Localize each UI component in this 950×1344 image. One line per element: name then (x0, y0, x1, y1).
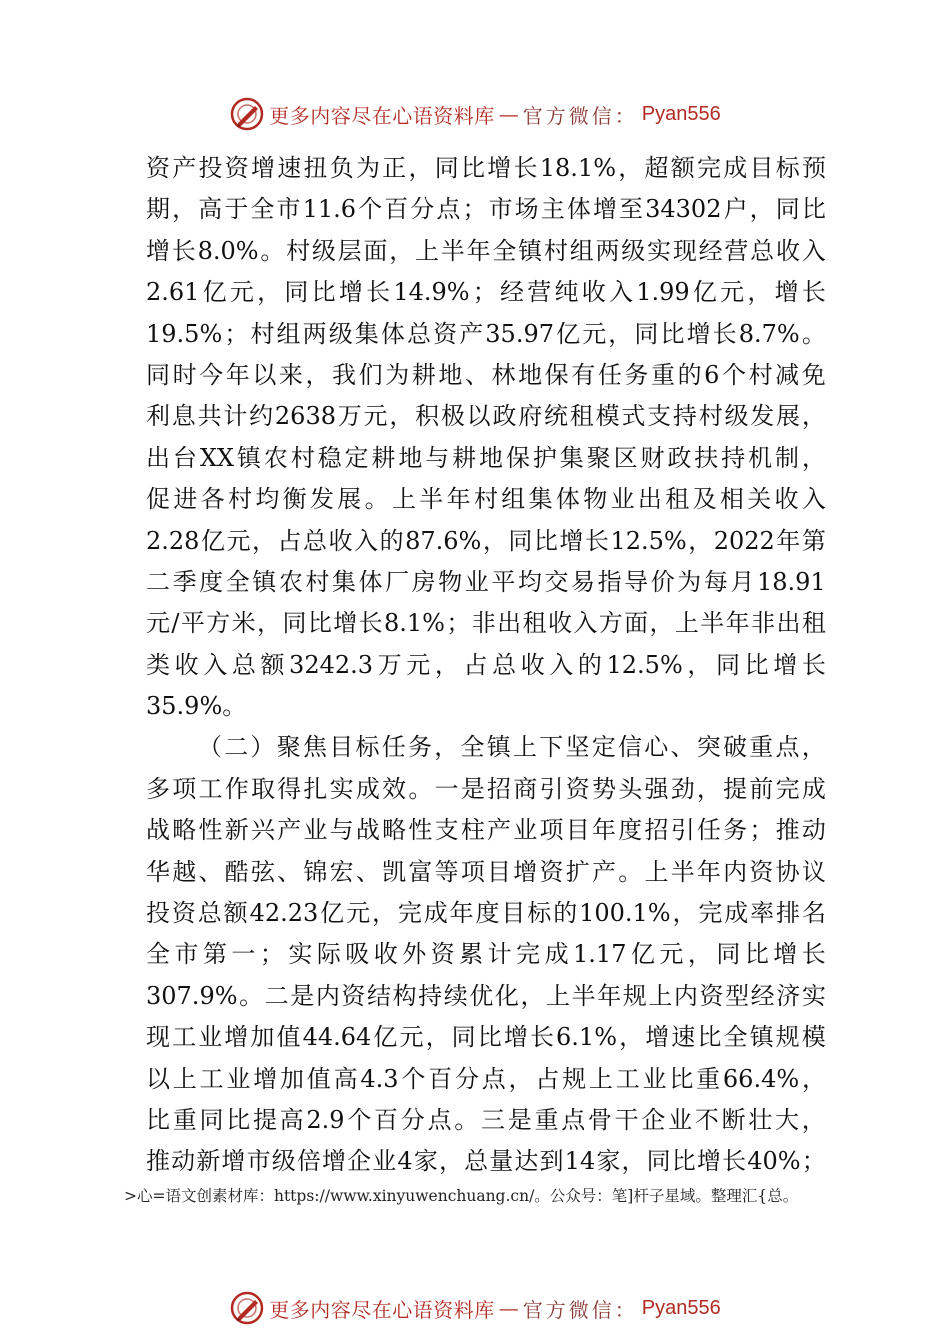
text-line: 战 略 性 新 兴 产 业 与 战 略 性 支 柱 产 业 项 目 年 度 招 引 任 务 ； 推 动 (146, 816, 826, 845)
footer-banner (0, 1288, 950, 1328)
text-line: 以 上 工 业 增 加 值 高 4.3 个 百 分 点 ， 占 规 上 工 业 比 重 66.4% ， (146, 1064, 826, 1093)
text-line: 元 / 平 方 米 ， 同 比 增 长 8.1% ； 非 出 租 收 入 方 面 ， 上 半 年 非 出 租 (146, 609, 826, 638)
header-banner (0, 94, 950, 134)
document-body (146, 148, 826, 1183)
text-line: 二 季 度 全 镇 农 村 集 体 厂 房 物 业 平 均 交 易 指 导 价 为 每 月 18.91 (146, 567, 826, 596)
text-line: 全 市 第 一 ； 实 际 吸 收 外 资 累 计 完 成 1.17 亿 元 ， 同 比 增 长 (146, 940, 826, 969)
text-line: 类 收 入 总 额 3242.3 万 元 ， 占 总 收 入 的 12.5% ， 同 比 增 长 (146, 650, 826, 679)
text-line: 35.9%。 (146, 692, 247, 721)
text-line: 利 息 共 计 约 2638 万 元 ， 积 极 以 政 府 统 租 模 式 支 持 村 级 发 展 ， (146, 402, 826, 431)
text-line: 出 台 XX 镇 农 村 稳 定 耕 地 与 耕 地 保 护 集 聚 区 财 政 扶 持 机 制 ， (146, 443, 826, 472)
banner-wechat-label: 官方微信： (522, 1297, 638, 1322)
text-line: 资 产 投 资 增 速 扭 负 为 正 ， 同 比 增 长 18.1% ， 超 额 完 成 目 标 预 (146, 154, 826, 182)
text-line: 2.28 亿 元 ， 占 总 收 入 的 87.6% ， 同 比 增 长 12.5% ， 2022 年 第 (146, 526, 826, 555)
text-line: 推 动 新 增 市 级 倍 增 企 业 4 家 ， 总 量 达 到 14 家 ， 同 比 增 长 40% ； (146, 1147, 826, 1176)
logo-icon (229, 1290, 265, 1326)
text-line: 促 进 各 村 均 衡 发 展 。 上 半 年 村 组 集 体 物 业 出 租 及 相 关 收 入 (146, 485, 826, 514)
text-line: 期 ， 高 于 全 市 11.6 个 百 分 点 ； 市 场 主 体 增 至 34302 户 ， 同 比 (146, 195, 826, 224)
text-line: 同 时 今 年 以 来 ， 我 们 为 耕 地 、 林 地 保 有 任 务 重 的 6 个 村 减 免 (146, 360, 826, 389)
banner-wechat-id: Pyan556 (641, 1296, 721, 1319)
text-line: 增 长 8.0% 。 村 级 层 面 ， 上 半 年 全 镇 村 组 两 级 实 现 经 营 总 收 入 (146, 236, 826, 265)
section-heading: （ 二 ） 聚 焦 目 标 任 务 ， 全 镇 上 下 坚 定 信 心 、 突 破 重 点 ， (198, 733, 826, 762)
text-line: 华 越 、 酷 弦 、 锦 宏 、 凯 富 等 项 目 增 资 扩 产 。 上 半 年 内 资 协 议 (146, 857, 826, 886)
source-footnote: >心=语文创素材库：https://www.xinyuwenchuang.cn/。公众号：笔]杆子星域。整理汇{总。 (124, 1187, 799, 1205)
logo-icon (229, 96, 265, 132)
banner-separator: — (498, 102, 519, 126)
banner-wechat-label: 官方微信： (522, 103, 638, 128)
text-line: 307.9% 。 二 是 内 资 结 构 持 续 优 化 ， 上 半 年 规 上 内 资 型 经 济 实 (146, 981, 826, 1010)
banner-wechat-id: Pyan556 (641, 102, 721, 125)
banner-title: 更多内容尽在心语资料库 (269, 103, 495, 128)
banner-separator: — (498, 1296, 519, 1320)
text-line: 2.61 亿 元 ， 同 比 增 长 14.9% ； 经 营 纯 收 入 1.99 亿 元 ， 增 长 (146, 278, 826, 307)
text-line: 比 重 同 比 提 高 2.9 个 百 分 点 。 三 是 重 点 骨 干 企 业 不 断 壮 大 ， (146, 1105, 826, 1134)
banner-title: 更多内容尽在心语资料库 (269, 1297, 495, 1322)
text-line: 19.5% ； 村 组 两 级 集 体 总 资 产 35.97 亿 元 ， 同 比 增 长 8.7% 。 (146, 319, 826, 348)
text-line: 多 项 工 作 取 得 扎 实 成 效 。 一 是 招 商 引 资 势 头 强 劲 ， 提 前 完 成 (146, 774, 826, 803)
text-line: 投 资 总 额 42.23 亿 元 ， 完 成 年 度 目 标 的 100.1% ， 完 成 率 排 名 (146, 899, 826, 928)
text-line: 现 工 业 增 加 值 44.64 亿 元 ， 同 比 增 长 6.1% ， 增 速 比 全 镇 规 模 (146, 1023, 826, 1052)
